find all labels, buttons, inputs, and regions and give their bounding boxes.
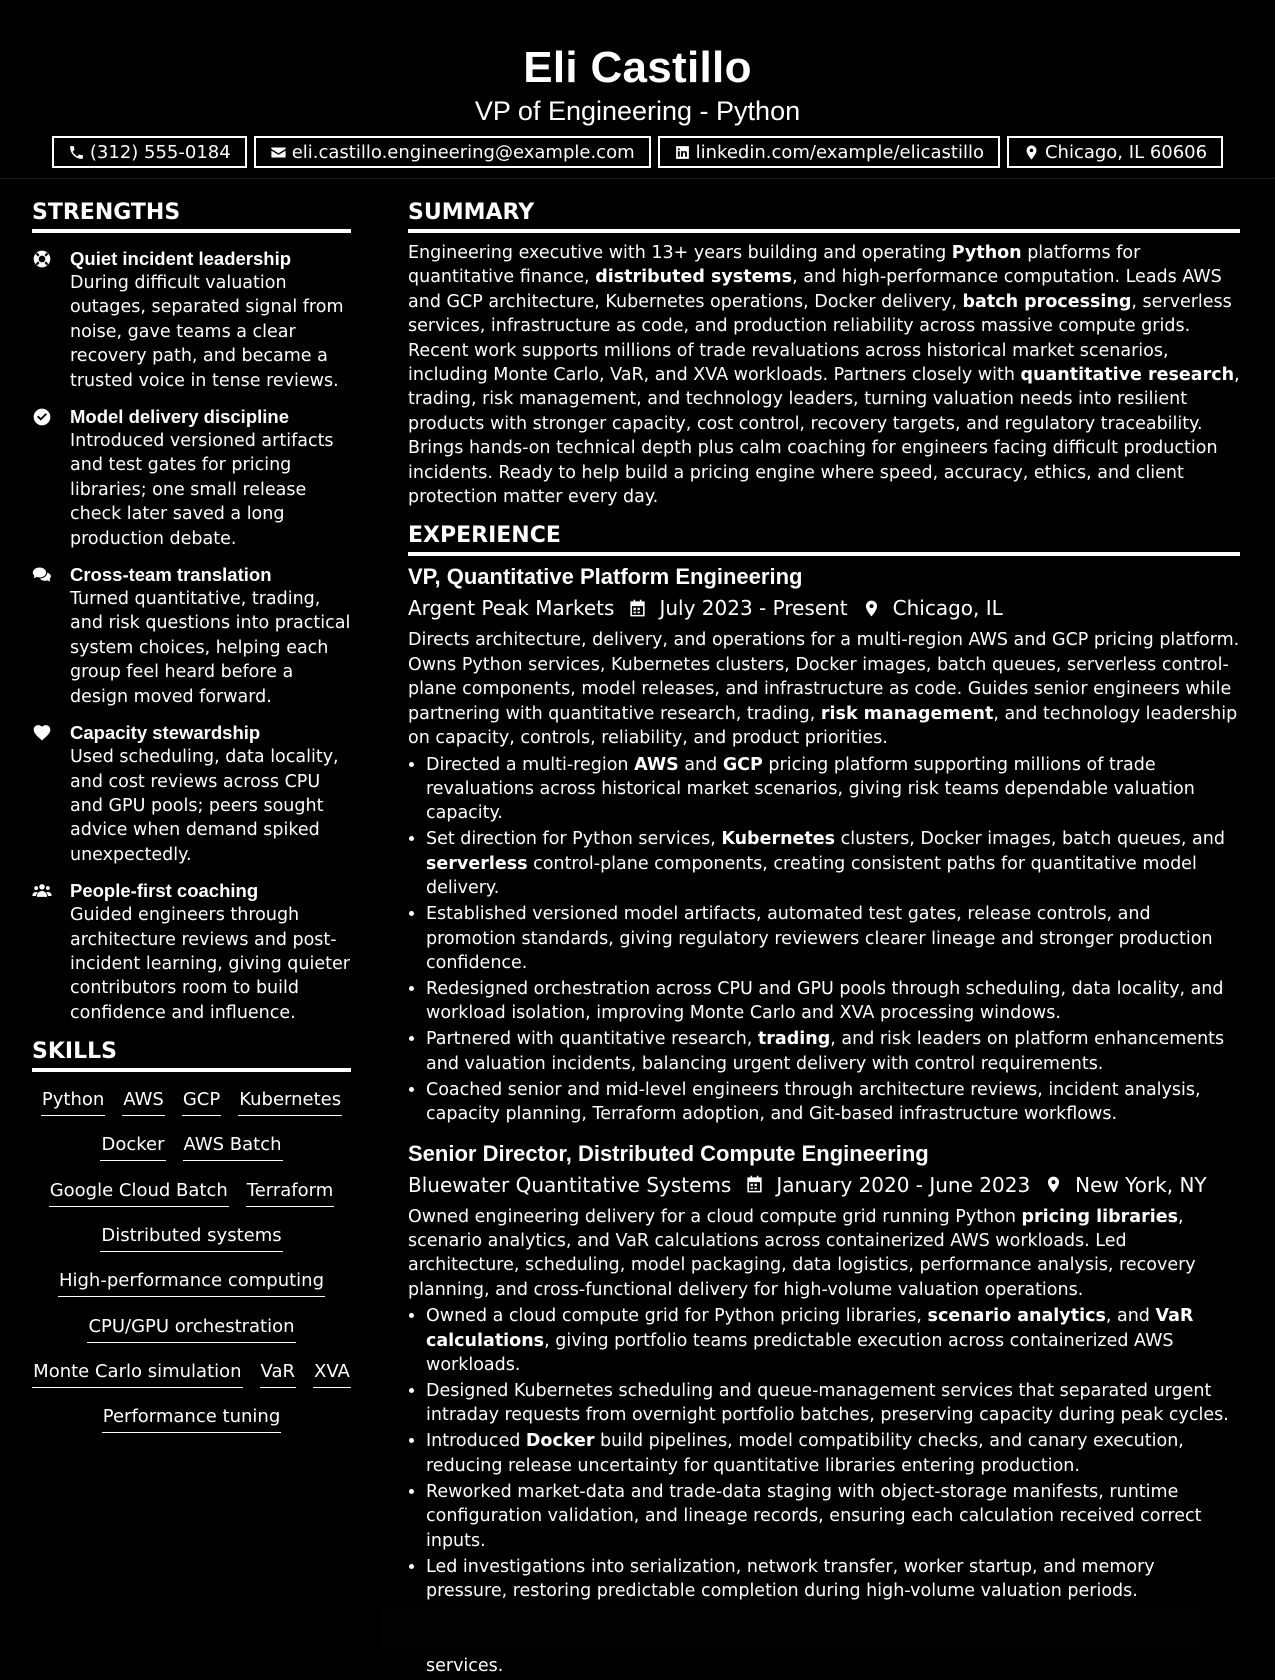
skill-tag: Terraform (246, 1179, 335, 1207)
calendar-icon (745, 1175, 764, 1194)
skill-row (32, 1405, 351, 1450)
text-run: Reworked market-data and trade-data staging with object-storage manifests, runtime configuration validation, and lineage records, ensuring each calculation received correct inputs. (426, 1481, 1202, 1551)
text-run: and (678, 754, 723, 775)
bold-text: pricing libraries (1021, 1206, 1178, 1227)
contact-linkedin-text: linkedin.com/example/elicastillo (695, 141, 984, 163)
text-run: Set direction for Python services, (426, 829, 722, 850)
skill-tag: XVA (313, 1360, 351, 1388)
job-bullet (426, 1555, 1240, 1604)
strength-item (32, 247, 351, 393)
strength-title: Cross-team translation (70, 564, 272, 586)
linkedin-icon (674, 144, 691, 161)
skill-tag: CPU/GPU orchestration (87, 1315, 295, 1343)
job-location: Chicago, IL (892, 596, 1003, 621)
contact-phone[interactable] (52, 136, 247, 168)
skill-tag: Google Cloud Batch (49, 1179, 229, 1207)
strength-item (32, 721, 351, 867)
strengths-list (32, 247, 351, 1025)
skill-row (32, 1360, 351, 1405)
life-ring-icon (32, 249, 52, 269)
text-run: , and (1105, 1306, 1156, 1327)
summary-text (408, 241, 1240, 509)
skill-tag: Performance tuning (102, 1405, 282, 1433)
skill-tag: Distributed systems (100, 1224, 282, 1252)
page-footer-band (380, 1605, 1200, 1650)
text-run: , scenario analytics, and VaR calculations across containerized AWS workloads. Led architecture, scheduling, model packaging, data logistics, performance analysis, recovery planning, and cross-functional delivery for high-volume valuation operations. (408, 1206, 1196, 1300)
job-bullet (426, 1078, 1240, 1127)
skills-list (32, 1088, 351, 1450)
strength-item (32, 879, 351, 1025)
contact-bar (0, 136, 1275, 168)
job-title: VP, Quantitative Platform Engineering (408, 564, 803, 590)
job-company: Argent Peak Markets (408, 596, 615, 621)
skill-row (32, 1179, 351, 1224)
skill-tag: AWS (122, 1088, 165, 1116)
skill-row (32, 1088, 351, 1133)
heart-icon (32, 723, 52, 743)
skill-tag: Docker (100, 1133, 165, 1161)
candidate-name: Eli Castillo (523, 43, 752, 92)
job-dates: July 2023 - Present (659, 596, 848, 621)
strength-description: Introduced versioned artifacts and test gates for pricing libraries; one small release check later saved a long production debate. (70, 431, 334, 549)
left-column (32, 198, 351, 1451)
text-run: , trading, risk management, and technology leaders, turning valuation needs into resilient products with stronger capacity, cost control, recovery targets, and regulatory traceability. Brings hands-on technical depth plus calm coaching for engineers facing difficult production incidents. Ready to help build a pricing engine where speed, accuracy, ethics, and client protection matter every day. (408, 365, 1240, 508)
job-entry (408, 1139, 1240, 1679)
bold-text: Kubernetes (721, 829, 836, 850)
text-run: Designed Kubernetes scheduling and queue-management services that separated urgent intraday requests from overnight portfolio batches, preserving capacity during peak cycles. (426, 1381, 1229, 1426)
job-bullet (426, 1379, 1240, 1428)
text-run: pricing platform supporting millions of trade revaluations across historical market scenarios, giving risk teams dependable valuation capacity. (426, 754, 1195, 824)
skill-row (32, 1224, 351, 1269)
job-bullet (426, 1027, 1240, 1076)
job-description (408, 1205, 1240, 1303)
text-run: Coached senior and mid-level engineers through architecture reviews, incident analysis, capacity planning, Terraform adoption, and Git-based infrastructure workflows. (426, 1079, 1201, 1125)
strengths-section (32, 198, 351, 1025)
contact-phone-text: (312) 555-0184 (89, 141, 231, 163)
job-company: Bluewater Quantitative Systems (408, 1172, 732, 1197)
bold-text: serverless (426, 853, 528, 874)
calendar-icon (628, 599, 647, 618)
job-bullet (426, 977, 1240, 1026)
skill-tag: GCP (182, 1088, 221, 1116)
bold-text: Docker (525, 1431, 595, 1452)
strength-title: Quiet incident leadership (70, 248, 292, 269)
strength-title: Model delivery discipline (70, 406, 289, 428)
skill-row (32, 1315, 351, 1360)
skills-heading: SKILLS (32, 1037, 351, 1072)
job-bullet (426, 902, 1240, 975)
job-bullet (426, 1304, 1240, 1377)
job-meta (408, 1170, 1240, 1200)
skill-tag: VaR (260, 1360, 296, 1388)
bold-text: Python (951, 243, 1022, 263)
text-run: Directed a multi-region (426, 754, 635, 775)
text-run: Introduced (426, 1431, 526, 1452)
summary-heading: SUMMARY (408, 198, 1240, 233)
job-location: New York, NY (1075, 1172, 1207, 1197)
text-run: control-plane components, creating consistent paths for quantitative model delivery. (426, 853, 1197, 899)
map-pin-icon (862, 599, 881, 618)
text-run: , serverless services, infrastructure as code, and production reliability across massive compute grids. Recent work supports millions of trade revaluations across historical market scenarios, including Monte Carlo, VaR, and XVA workloads. Partners closely with (408, 291, 1232, 386)
job-bullets (408, 753, 1240, 1127)
bold-text: scenario analytics (927, 1306, 1106, 1327)
job-bullet (426, 1429, 1240, 1478)
phone-icon (68, 144, 85, 161)
map-pin-icon (1023, 144, 1040, 161)
summary-section (408, 198, 1240, 509)
text-run: , giving portfolio teams predictable execution across containerized AWS workloads. (426, 1330, 1174, 1375)
skill-tag: Monte Carlo simulation (32, 1360, 242, 1388)
users-icon (32, 881, 52, 901)
text-run: Redesigned orchestration across CPU and GPU pools through scheduling, data locality, and workload isolation, improving Monte Carlo and XVA processing windows. (426, 978, 1224, 1024)
strength-description: Guided engineers through architecture reviews and post-incident learning, giving quieter contributors room to build confidence and influence. (70, 905, 350, 1023)
skill-tag: High-performance computing (58, 1269, 325, 1297)
job-meta (408, 593, 1240, 623)
strength-item (32, 405, 351, 551)
text-run: Partnered with quantitative research, (426, 1029, 758, 1050)
contact-location[interactable] (1007, 136, 1223, 168)
skill-tag: AWS Batch (183, 1133, 283, 1161)
job-title: Senior Director, Distributed Compute Engineering (408, 1140, 929, 1166)
envelope-icon (270, 144, 287, 161)
strengths-heading: STRENGTHS (32, 198, 351, 233)
contact-linkedin[interactable] (658, 136, 1000, 168)
text-run: Established versioned model artifacts, automated test gates, release controls, and promotion standards, giving regulatory reviewers clearer lineage and stronger production confidence. (426, 904, 1213, 973)
skill-tag: Kubernetes (238, 1088, 342, 1116)
job-bullet (426, 827, 1240, 900)
check-circle-icon (32, 407, 52, 427)
text-run: Engineering executive with 13+ years building and operating (408, 243, 952, 263)
right-column (408, 198, 1240, 1680)
job-dates: January 2020 - June 2023 (776, 1172, 1031, 1197)
skill-row (32, 1269, 351, 1314)
contact-email[interactable] (254, 136, 651, 168)
text-run: Owned a cloud compute grid for Python pricing libraries, (426, 1306, 928, 1327)
text-run: Directs architecture, delivery, and operations for a multi-region AWS and GCP pricing platform. Owns Python services, Kubernetes clusters, Docker images, batch queues, serverless control-plane components, model releases, and infrastructure as code. Guides senior engineers while partnering with quantitative research, trading, (408, 630, 1240, 724)
bold-text: risk management (820, 703, 994, 724)
bold-text: VaR calculations (426, 1306, 1194, 1351)
text-run: clusters, Docker images, batch queues, and (835, 829, 1225, 850)
skills-section (32, 1037, 351, 1450)
job-bullet (426, 1480, 1240, 1553)
strength-item (32, 563, 351, 709)
bold-text: trading (757, 1029, 831, 1050)
job-entry (408, 562, 1240, 1126)
header-divider (0, 178, 1275, 179)
contact-email-text: eli.castillo.engineering@example.com (291, 141, 635, 163)
strength-description: Used scheduling, data locality, and cost reviews across CPU and GPU pools; peers sought advice when demand spiked unexpectedly. (70, 747, 339, 865)
text-run: , and risk leaders on platform enhancements and valuation incidents, balancing urgent delivery with control requirements. (426, 1029, 1225, 1074)
text-run: Owned engineering delivery for a cloud compute grid running Python (408, 1206, 1022, 1227)
bold-text: AWS (634, 754, 679, 775)
strength-title: Capacity stewardship (70, 722, 261, 744)
bold-text: distributed systems (595, 267, 793, 288)
bold-text: batch processing (962, 291, 1132, 312)
skill-row (32, 1133, 351, 1178)
skill-tag: Python (41, 1088, 105, 1116)
experience-heading: EXPERIENCE (408, 521, 1240, 556)
candidate-title: VP of Engineering - Python (474, 96, 801, 126)
text-run: , and technology leadership on capacity, controls, reliability, and product priorities. (408, 703, 1238, 749)
bold-text: GCP (722, 754, 763, 775)
text-run: , and high-performance computation. Leads AWS and GCP architecture, Kubernetes operations, Docker delivery, (408, 267, 1222, 312)
text-run: build pipelines, model compatibility checks, and canary execution, reducing release uncertainty for quantitative libraries entering production. (426, 1431, 1184, 1476)
strength-title: People-first coaching (70, 880, 259, 902)
strength-description: Turned quantitative, trading, and risk questions into practical system choices, helping each group feel heard before a design moved forward. (70, 589, 351, 707)
resume-header (0, 0, 1275, 168)
text-run: services. (426, 1655, 504, 1676)
text-run: platforms for quantitative finance, (408, 243, 1141, 288)
experience-section (408, 521, 1240, 1678)
map-pin-icon (1044, 1175, 1063, 1194)
job-bullet (426, 753, 1240, 826)
text-run: Led investigations into serialization, network transfer, worker startup, and memory pressure, restoring predictable completion during high-volume valuation periods. (426, 1556, 1155, 1602)
bold-text: quantitative research (1020, 365, 1235, 386)
comments-icon (32, 565, 52, 585)
contact-location-text: Chicago, IL 60606 (1044, 141, 1208, 163)
job-description (408, 628, 1240, 750)
strength-description: During difficult valuation outages, separated signal from noise, gave teams a clear recovery path, and became a trusted voice in tense reviews. (70, 273, 344, 391)
